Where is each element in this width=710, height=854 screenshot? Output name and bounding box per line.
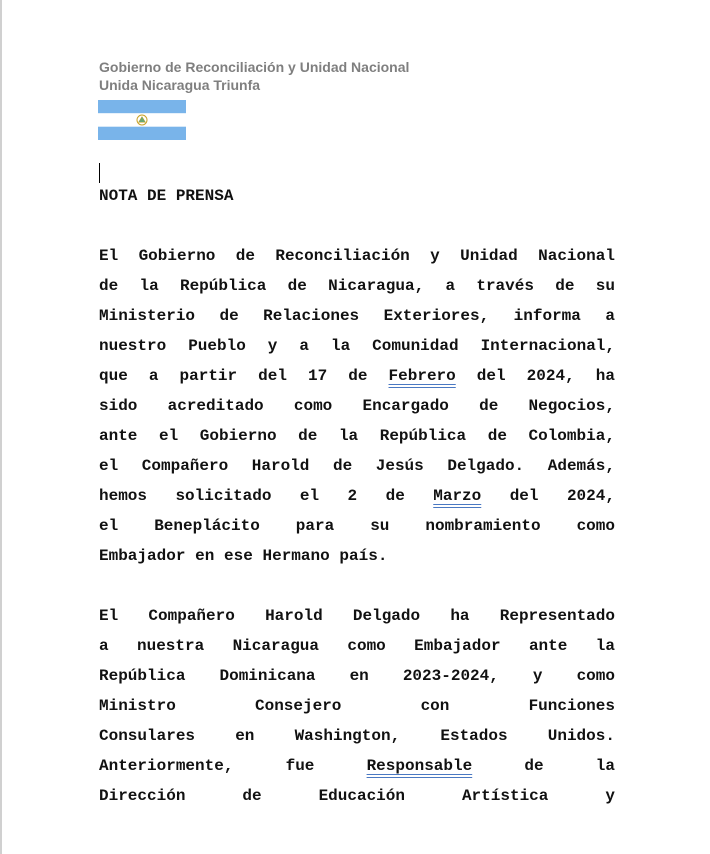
word: Unidos. bbox=[547, 727, 615, 745]
word: como bbox=[576, 667, 615, 685]
word: Washington, bbox=[294, 727, 401, 745]
word: en bbox=[349, 667, 369, 685]
word: como bbox=[576, 517, 615, 535]
word: en bbox=[195, 547, 215, 565]
text-line bbox=[99, 361, 615, 391]
word: el bbox=[99, 457, 119, 475]
word: Educación bbox=[318, 787, 405, 805]
word: Jesús bbox=[375, 457, 424, 475]
word: ha bbox=[450, 607, 470, 625]
word bbox=[367, 751, 473, 781]
spellcheck-marked-word[interactable]: Febrero bbox=[388, 367, 456, 385]
word: ante bbox=[99, 427, 138, 445]
word: Pueblo bbox=[188, 337, 246, 355]
paragraph-2 bbox=[99, 601, 615, 811]
word: país. bbox=[339, 547, 388, 565]
word: ha bbox=[595, 367, 615, 385]
letterhead-line-1: Gobierno de Reconciliación y Unidad Nacional bbox=[99, 59, 410, 75]
word: Harold bbox=[265, 607, 323, 625]
word: como bbox=[293, 397, 333, 415]
word: que bbox=[99, 367, 128, 385]
word: la bbox=[330, 337, 351, 355]
word: a bbox=[299, 337, 309, 355]
word: de bbox=[287, 277, 307, 295]
word: el bbox=[299, 487, 320, 505]
word: fue bbox=[285, 757, 315, 775]
text-line bbox=[99, 391, 615, 421]
word: República bbox=[179, 277, 267, 295]
word: Dirección bbox=[99, 787, 186, 805]
word: Gobierno bbox=[199, 427, 277, 445]
word: Funciones bbox=[528, 697, 615, 715]
word: y bbox=[605, 787, 615, 805]
word: y bbox=[267, 337, 278, 355]
word: El bbox=[99, 247, 119, 265]
word: de bbox=[479, 397, 499, 415]
text-line bbox=[99, 661, 615, 691]
word: de bbox=[219, 307, 239, 325]
text-cursor bbox=[99, 163, 100, 183]
text-line bbox=[99, 511, 615, 541]
word: de bbox=[235, 247, 255, 265]
word: Colombia, bbox=[528, 427, 615, 445]
word: 2024, bbox=[526, 367, 575, 385]
word: Compañero bbox=[141, 457, 229, 475]
word: Consejero bbox=[254, 697, 342, 715]
word: y bbox=[532, 667, 543, 685]
word: del bbox=[258, 367, 287, 385]
word: a bbox=[148, 367, 159, 385]
word: y bbox=[430, 247, 440, 265]
word: a bbox=[605, 307, 615, 325]
word: 17 bbox=[308, 367, 328, 385]
word: Gobierno bbox=[138, 247, 216, 265]
word: ese bbox=[224, 547, 253, 565]
word: Delgado bbox=[352, 607, 421, 625]
word: República bbox=[379, 427, 467, 445]
letterhead bbox=[99, 58, 409, 94]
word: Embajador bbox=[414, 637, 501, 655]
document-heading: NOTA DE PRENSA bbox=[99, 187, 234, 205]
text-line bbox=[99, 721, 615, 751]
word: Delgado. bbox=[447, 457, 525, 475]
word: nuestro bbox=[99, 337, 167, 355]
word: su bbox=[595, 277, 615, 295]
word: del bbox=[509, 487, 539, 505]
word: a bbox=[445, 277, 456, 295]
word: nombramiento bbox=[425, 517, 541, 535]
word: la bbox=[595, 757, 615, 775]
text-line bbox=[99, 301, 615, 331]
word: Internacional, bbox=[480, 337, 615, 355]
word: de bbox=[348, 367, 368, 385]
word: informa bbox=[513, 307, 581, 325]
word bbox=[433, 481, 481, 511]
word: hemos bbox=[99, 487, 148, 505]
word: de bbox=[385, 487, 405, 505]
word: Embajador bbox=[99, 547, 186, 565]
word: Negocios, bbox=[528, 397, 615, 415]
word: de bbox=[298, 427, 318, 445]
nicaragua-flag-icon bbox=[98, 100, 186, 140]
word: la bbox=[139, 277, 159, 295]
word: Beneplácito bbox=[154, 517, 260, 535]
word: solicitado bbox=[175, 487, 272, 505]
word: Dominicana bbox=[219, 667, 316, 685]
word: Artística bbox=[461, 787, 549, 805]
word: de bbox=[99, 277, 119, 295]
spellcheck-marked-word[interactable]: Responsable bbox=[366, 757, 473, 775]
word: partir bbox=[179, 367, 238, 385]
word: su bbox=[370, 517, 390, 535]
word: con bbox=[420, 697, 450, 715]
word: El bbox=[99, 607, 119, 625]
word: la bbox=[338, 427, 359, 445]
word: de bbox=[332, 457, 353, 475]
word: la bbox=[595, 637, 615, 655]
word: en bbox=[235, 727, 255, 745]
word: Ministro bbox=[99, 697, 176, 715]
word: 2024, bbox=[566, 487, 615, 505]
word: Estados bbox=[440, 727, 508, 745]
word: nuestra bbox=[136, 637, 205, 655]
text-line bbox=[99, 751, 615, 781]
word: acreditado bbox=[167, 397, 264, 415]
word: Encargado bbox=[362, 397, 449, 415]
word: de bbox=[524, 757, 544, 775]
word: de bbox=[242, 787, 262, 805]
text-line bbox=[99, 601, 615, 631]
paragraph-1 bbox=[99, 241, 615, 571]
word: Representado bbox=[499, 607, 615, 625]
word: 2 bbox=[347, 487, 358, 505]
letterhead-line-2: Unida Nicaragua Triunfa bbox=[99, 77, 261, 93]
word: de bbox=[487, 427, 507, 445]
word: Exteriores, bbox=[383, 307, 490, 325]
text-line bbox=[99, 541, 615, 571]
word: Harold bbox=[251, 457, 310, 475]
word: Unidad bbox=[460, 247, 518, 265]
word: de bbox=[555, 277, 575, 295]
text-line bbox=[99, 781, 615, 811]
word: Ministerio bbox=[99, 307, 196, 325]
word: 2023-2024, bbox=[402, 667, 499, 685]
text-line bbox=[99, 331, 615, 361]
word: sido bbox=[99, 397, 138, 415]
word: Nicaragua, bbox=[328, 277, 425, 295]
word: el bbox=[158, 427, 179, 445]
word: Compañero bbox=[148, 607, 235, 625]
word: como bbox=[347, 637, 386, 655]
word: Consulares bbox=[99, 727, 196, 745]
page-edge bbox=[0, 0, 2, 854]
word: el bbox=[99, 517, 119, 535]
word: Relaciones bbox=[263, 307, 360, 325]
word: Además, bbox=[547, 457, 615, 475]
text-line bbox=[99, 691, 615, 721]
spellcheck-marked-word[interactable]: Marzo bbox=[433, 487, 482, 505]
text-line bbox=[99, 271, 615, 301]
word bbox=[389, 361, 456, 391]
text-line bbox=[99, 421, 615, 451]
text-line bbox=[99, 241, 615, 271]
word: Anteriormente, bbox=[99, 757, 234, 775]
word: para bbox=[295, 517, 335, 535]
text-line bbox=[99, 451, 615, 481]
word: Nacional bbox=[538, 247, 615, 265]
word: través bbox=[476, 277, 534, 295]
word: Nicaragua bbox=[232, 637, 319, 655]
word: Hermano bbox=[262, 547, 330, 565]
word: a bbox=[99, 637, 109, 655]
text-line bbox=[99, 631, 615, 661]
text-line bbox=[99, 481, 615, 511]
word: Comunidad bbox=[372, 337, 459, 355]
word: del bbox=[476, 367, 506, 385]
word: Reconciliación bbox=[275, 247, 410, 265]
word: ante bbox=[528, 637, 568, 655]
word: República bbox=[99, 667, 186, 685]
